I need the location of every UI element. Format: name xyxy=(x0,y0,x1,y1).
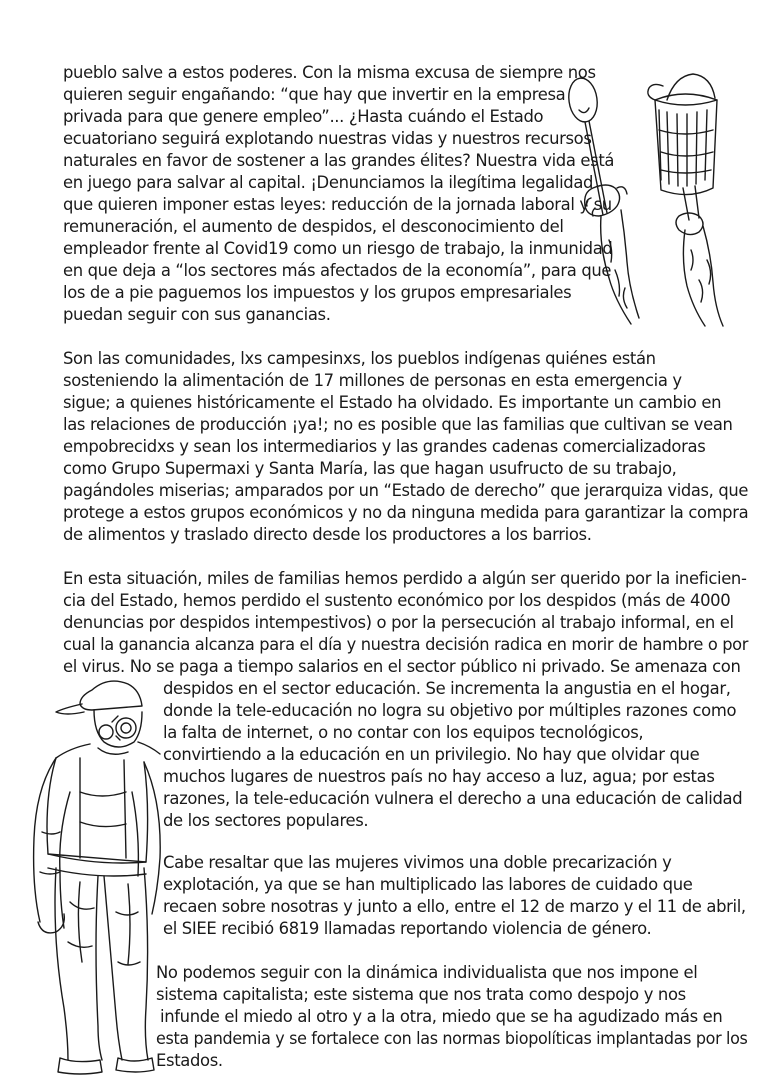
paragraph-3-line: muchos lugares de nuestros país no hay acceso a luz, agua; por estas xyxy=(163,767,715,786)
paragraph-2-line: Son las comunidades, lxs campesinxs, los pueblos indígenas quiénes están xyxy=(63,349,656,368)
paragraph-1-line: en que deja a “los sectores más afectados de la economía”, para que xyxy=(63,261,612,280)
paragraph-3-line: convirtiendo a la educación en un privilegio. No hay que olvidar que xyxy=(163,745,700,764)
paragraph-3-line: donde la tele-educación no logra su objetivo por múltiples razones como xyxy=(163,701,737,720)
paragraph-5-line: Estados. xyxy=(156,1051,223,1070)
paragraph-1-line: en juego para salvar al capital. ¡Denunciamos la ilegítima legalidad xyxy=(63,173,594,192)
paragraph-1-line: los de a pie paguemos los impuestos y los grupos empresariales xyxy=(63,283,572,302)
paragraph-5-line: sistema capitalista; este sistema que nos trata como despojo y nos xyxy=(156,985,686,1004)
paragraph-3-line: denuncias por despidos intempestivos) o por la persecución al trabajo informal, en el xyxy=(63,613,734,632)
paragraph-3-line: el virus. No se paga a tiempo salarios en el sector público ni privado. Se amenaza con xyxy=(63,657,741,676)
paragraph-1-line: remuneración, el aumento de despidos, el desconocimiento del xyxy=(63,217,564,236)
masked-worker-icon xyxy=(20,672,170,1077)
paragraph-2-line: sigue; a quienes históricamente el Estado ha olvidado. Es importante un cambio en xyxy=(63,393,722,412)
paragraph-5-line: No podemos seguir con la dinámica individualista que nos impone el xyxy=(156,963,698,982)
paragraph-1-line: privada para que genere empleo”... ¿Hasta cuándo el Estado xyxy=(63,107,544,126)
paragraph-1-line: pueblo salve a estos poderes. Con la misma excusa de siempre nos xyxy=(63,63,596,82)
paragraph-3-line: razones, la tele-educación vulnera el derecho a una educación de calidad xyxy=(163,789,743,808)
paragraph-5-line: esta pandemia y se fortalece con las normas biopolíticas implantadas por los xyxy=(156,1029,748,1048)
paragraph-4-line: explotación, ya que se han multiplicado las labores de cuidado que xyxy=(163,875,693,894)
paragraph-2-line: como Grupo Supermaxi y Santa María, las que hagan usufructo de su trabajo, xyxy=(63,459,677,478)
paragraph-4-line: el SIEE recibió 6819 llamadas reportando violencia de género. xyxy=(163,919,652,938)
paragraph-1-line: ecuatoriano seguirá explotando nuestras vidas y nuestros recursos xyxy=(63,129,592,148)
paragraph-5-line: infunde el miedo al otro y a la otra, miedo que se ha agudizado más en xyxy=(160,1007,723,1026)
paragraph-2-line: empobrecidxs y sean los intermediarios y las grandes cadenas comercializadoras xyxy=(63,437,706,456)
paragraph-3-line: cia del Estado, hemos perdido el sustento económico por los despidos (más de 4000 xyxy=(63,591,731,610)
paragraph-1-line: empleador frente al Covid19 como un riesgo de trabajo, la inmunidad xyxy=(63,239,613,258)
paragraph-4-line: recaen sobre nosotras y junto a ello, entre el 12 de marzo y el 11 de abril, xyxy=(163,897,746,916)
paragraph-3-line: En esta situación, miles de familias hemos perdido a algún ser querido por la ineficien- xyxy=(63,569,747,588)
paragraph-1-line: que quieren imponer estas leyes: reducción de la jornada laboral y su xyxy=(63,195,612,214)
paragraph-3-line: de los sectores populares. xyxy=(163,811,369,830)
paragraph-3-line: la falta de internet, o no contar con los equipos tecnológicos, xyxy=(163,723,644,742)
paragraph-1-line: naturales en favor de sostener a las grandes élites? Nuestra vida está xyxy=(63,151,615,170)
paragraph-2-line: protege a estos grupos económicos y no da ninguna medida para garantizar la compra xyxy=(63,503,749,522)
paragraph-2-line: pagándoles miserias; amparados por un “Estado de derecho” que jerarquiza vidas, que xyxy=(63,481,749,500)
paragraph-1-line: puedan seguir con sus ganancias. xyxy=(63,305,331,324)
paragraph-1-line: quieren seguir engañando: “que hay que invertir en la empresa xyxy=(63,85,566,104)
paragraph-2-line: las relaciones de producción ¡ya!; no es posible que las familias que cultivan se vean xyxy=(63,415,733,434)
paragraph-2-line: sosteniendo la alimentación de 17 millones de personas en esta emergencia y xyxy=(63,371,682,390)
paragraph-2-line: de alimentos y traslado directo desde los productores a los barrios. xyxy=(63,525,592,544)
paragraph-4-line: Cabe resaltar que las mujeres vivimos una doble precarización y xyxy=(163,853,672,872)
paragraph-3-line: cual la ganancia alcanza para el día y nuestra decisión radica en morir de hambre o por xyxy=(63,635,749,654)
paragraph-3-line: despidos en el sector educación. Se incrementa la angustia en el hogar, xyxy=(163,679,731,698)
